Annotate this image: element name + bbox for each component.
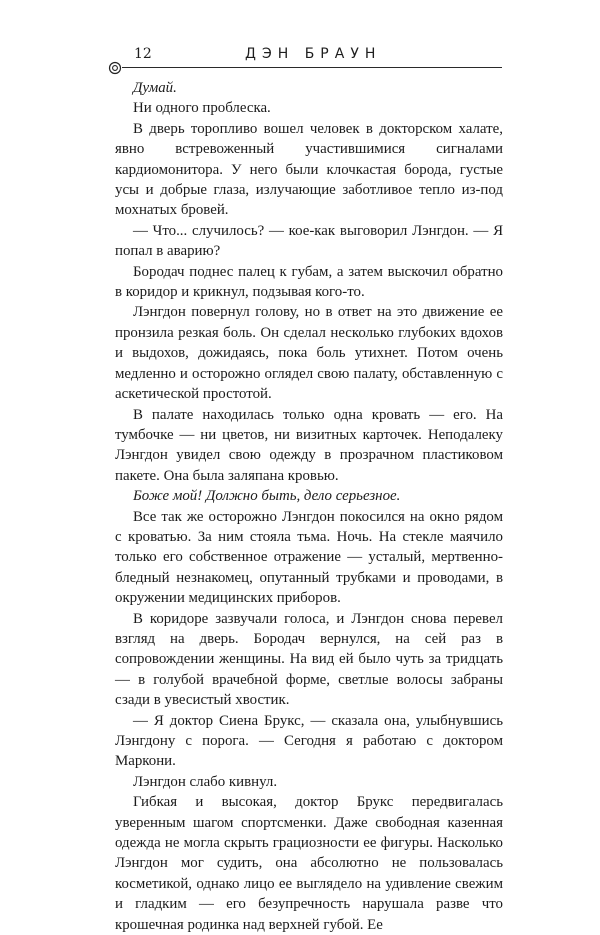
paragraph: Думай. bbox=[133, 80, 177, 96]
body-text bbox=[115, 78, 503, 935]
page-number: 12 bbox=[134, 46, 152, 62]
header-rule bbox=[122, 67, 502, 68]
page-header bbox=[0, 44, 600, 74]
paragraph: Бородач поднес палец к губам, а затем выскочил обратно в коридор и крикнул, подзывая кого-то. bbox=[115, 263, 503, 301]
paragraph: В коридоре зазвучали голоса, и Лэнгдон снова перевел взгляд на дверь. Бородач вернулся, на сей раз в сопровождении женщины. На вид ей было чуть за тридцать — в голубой врачебной форме, светлые волосы забраны сзади в увесистый хвостик. bbox=[115, 610, 503, 709]
spiral-ornament-icon bbox=[108, 61, 122, 75]
paragraph: Лэнгдон слабо кивнул. bbox=[133, 773, 278, 790]
paragraph: В дверь торопливо вошел человек в докторском халате, явно встревоженный участившимися сигналами кардиомонитора. У него были клочкастая борода, густые усы и добрые глаза, излучающие заботливое тепло из-под мохнатых бровей. bbox=[115, 120, 503, 219]
paragraph: В палате находилась только одна кровать — его. На тумбочке — ни цветов, ни визитных карточек. Неподалеку Лэнгдон увидел свою одежду в прозрачном пластиковом пакете. Она была заляпана кровью. bbox=[115, 406, 503, 484]
running-head: ДЭН БРАУН bbox=[245, 46, 382, 62]
paragraph: Ни одного проблеска. bbox=[133, 100, 271, 117]
paragraph: — Что... случилось? — кое-как выговорил Лэнгдон. — Я попал в аварию? bbox=[115, 222, 503, 260]
paragraph: Боже мой! Должно быть, дело серьезное. bbox=[133, 488, 401, 505]
paragraph: Все так же осторожно Лэнгдон покосился на окно рядом с кроватью. За ним стояла тьма. Ночь. На стекле маячило только его собственное отражение — усталый, мертвенно-бледный незнакомец, опутанный трубками и проводами, в окружении медицинских приборов. bbox=[115, 508, 503, 607]
paragraph: Лэнгдон повернул голову, но в ответ на это движение ее пронзила резкая боль. Он сделал несколько глубоких вдохов и выдохов, дожидаясь, пока боль утихнет. Потом очень медленно и осторожно оглядел свою палату, обставленную с аскетической простотой. bbox=[115, 304, 503, 403]
paragraph: — Я доктор Сиена Брукс, — сказала она, улыбнувшись Лэнгдону с порога. — Сегодня я работаю с доктором Маркони. bbox=[115, 712, 503, 770]
paragraph: Гибкая и высокая, доктор Брукс передвигалась уверенным шагом спортсменки. Даже свободная казенная одежда не могла скрыть грациозности ее фигуры. Насколько Лэнгдон мог судить, она абсолютно не пользовалась косметикой, однако лицо ее выглядело на удивление свежим и гладким — его безупречность нарушала разве что крошечная родинка над верхней губой. Ее bbox=[115, 794, 503, 933]
